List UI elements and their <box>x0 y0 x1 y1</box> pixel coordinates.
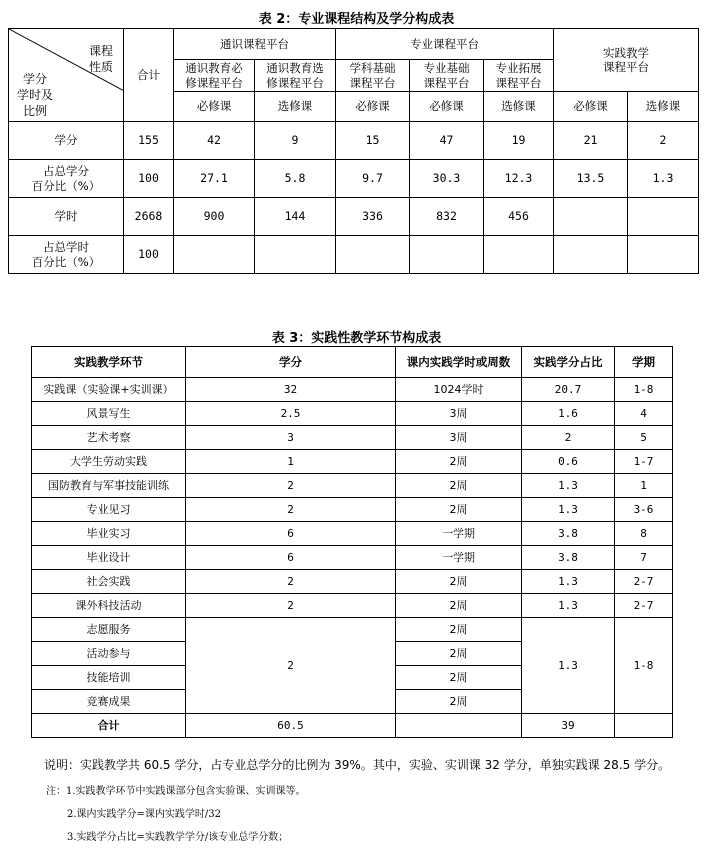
segment-name: 毕业设计 <box>32 546 186 570</box>
group-practice: 实践教学 课程平台 <box>554 29 699 92</box>
table-cell: 9.7 <box>336 160 410 198</box>
term-cell: 8 <box>615 522 673 546</box>
table-row <box>9 160 699 198</box>
corner-course-nature: 课程 性质 <box>88 44 113 74</box>
table2-title: 表 2：专业课程结构及学分构成表 <box>258 12 455 27</box>
table-row <box>32 426 673 450</box>
table-cell <box>628 236 699 274</box>
table-cell: 5.8 <box>255 160 336 198</box>
course-type: 必修课 <box>410 92 484 122</box>
hours-cell: 2周 <box>396 690 522 714</box>
table-cell <box>255 236 336 274</box>
ratio-cell: 20.7 <box>522 378 615 402</box>
hours-cell: 2周 <box>396 498 522 522</box>
total-row <box>32 714 673 738</box>
table-cell: 9 <box>255 122 336 160</box>
group-general: 通识课程平台 <box>174 29 336 60</box>
credits-cell: 2 <box>186 474 396 498</box>
header-hours: 课内实践学时或周数 <box>396 347 522 378</box>
table-cell: 2 <box>628 122 699 160</box>
table-cell <box>336 236 410 274</box>
credits-cell: 2 <box>186 570 396 594</box>
table-row <box>9 198 699 236</box>
table-cell: 19 <box>484 122 554 160</box>
hours-cell: 2周 <box>396 594 522 618</box>
segment-name: 社会实践 <box>32 570 186 594</box>
row-total: 2668 <box>124 198 174 236</box>
course-type: 选修课 <box>484 92 554 122</box>
table-row <box>32 474 673 498</box>
ratio-cell: 1.3 <box>522 474 615 498</box>
table-cell: 336 <box>336 198 410 236</box>
grouped-ratio-cell: 1.3 <box>522 618 615 714</box>
term-cell: 2-7 <box>615 594 673 618</box>
term-cell: 2-7 <box>615 570 673 594</box>
table3-title: 表 3：实践性教学环节构成表 <box>271 331 442 346</box>
credits-cell: 6 <box>186 546 396 570</box>
total-credits: 60.5 <box>186 714 396 738</box>
table-cell: 832 <box>410 198 484 236</box>
segment-name: 国防教育与军事技能训练 <box>32 474 186 498</box>
corner-metrics: 学分 学时及 比例 <box>17 72 54 118</box>
table-cell <box>410 236 484 274</box>
total-label: 合计 <box>32 714 186 738</box>
segment-name: 活动参与 <box>32 642 186 666</box>
hours-cell: 2周 <box>396 474 522 498</box>
ratio-cell: 1.6 <box>522 402 615 426</box>
table-cell: 27.1 <box>174 160 255 198</box>
segment-name: 专业见习 <box>32 498 186 522</box>
table-row <box>32 570 673 594</box>
table-cell: 15 <box>336 122 410 160</box>
header-ratio: 实践学分占比 <box>522 347 615 378</box>
ratio-cell: 3.8 <box>522 522 615 546</box>
platform-general-required: 通识教育必 修课程平台 <box>174 60 255 92</box>
course-type: 必修课 <box>174 92 255 122</box>
table-cell <box>554 236 628 274</box>
segment-name: 技能培训 <box>32 666 186 690</box>
credits-cell: 3 <box>186 426 396 450</box>
ratio-cell: 3.8 <box>522 546 615 570</box>
table-cell <box>554 198 628 236</box>
hours-cell: 2周 <box>396 618 522 642</box>
term-cell: 3-6 <box>615 498 673 522</box>
group-major: 专业课程平台 <box>336 29 554 60</box>
table-cell: 144 <box>255 198 336 236</box>
course-structure-table <box>8 28 699 274</box>
table-row <box>32 522 673 546</box>
segment-name: 大学生劳动实践 <box>32 450 186 474</box>
credits-cell: 32 <box>186 378 396 402</box>
course-type: 必修课 <box>336 92 410 122</box>
hours-cell: 2周 <box>396 666 522 690</box>
platform-major-basic: 专业基础 课程平台 <box>410 60 484 92</box>
grouped-term-cell: 1-8 <box>615 618 673 714</box>
table-cell <box>484 236 554 274</box>
segment-name: 艺术考察 <box>32 426 186 450</box>
table-cell <box>628 198 699 236</box>
term-cell: 1 <box>615 474 673 498</box>
course-type: 选修课 <box>628 92 699 122</box>
table-row <box>32 498 673 522</box>
table-row <box>32 546 673 570</box>
hours-cell: 2周 <box>396 450 522 474</box>
table-row <box>9 236 699 274</box>
total-term <box>615 714 673 738</box>
platform-general-elective: 通识教育选 修课程平台 <box>255 60 336 92</box>
header-term: 学期 <box>615 347 673 378</box>
table-row <box>32 618 673 642</box>
table-cell: 21 <box>554 122 628 160</box>
term-cell: 5 <box>615 426 673 450</box>
table-cell: 47 <box>410 122 484 160</box>
segment-name: 毕业实习 <box>32 522 186 546</box>
ratio-cell: 1.3 <box>522 570 615 594</box>
credits-cell: 1 <box>186 450 396 474</box>
row-label: 占总学时 百分比（%） <box>9 236 124 274</box>
credits-cell: 2.5 <box>186 402 396 426</box>
term-cell: 4 <box>615 402 673 426</box>
table-row <box>32 450 673 474</box>
table-cell: 456 <box>484 198 554 236</box>
table-cell <box>174 236 255 274</box>
table-row <box>9 122 699 160</box>
hours-cell: 一学期 <box>396 546 522 570</box>
table-row <box>32 594 673 618</box>
credits-cell: 2 <box>186 498 396 522</box>
platform-major-extension: 专业拓展 课程平台 <box>484 60 554 92</box>
header-corner-cell <box>9 29 124 122</box>
summary-note: 说明：实践教学共 60.5 学分，占专业总学分的比例为 39%。其中，实验、实训课 32 学分，单独实践课 28.5 学分。 <box>44 758 671 772</box>
term-cell: 1-8 <box>615 378 673 402</box>
row-label: 占总学分 百分比（%） <box>9 160 124 198</box>
ratio-cell: 1.3 <box>522 498 615 522</box>
footnote-1: 注：1.实践教学环节中实践课部分包含实验课、实训课等。 <box>46 786 306 797</box>
grouped-credits-cell: 2 <box>186 618 396 714</box>
hours-cell: 一学期 <box>396 522 522 546</box>
credits-cell: 2 <box>186 594 396 618</box>
row-label: 学分 <box>9 122 124 160</box>
total-ratio: 39 <box>522 714 615 738</box>
segment-name: 课外科技活动 <box>32 594 186 618</box>
header-credits: 学分 <box>186 347 396 378</box>
ratio-cell: 1.3 <box>522 594 615 618</box>
segment-name: 竞赛成果 <box>32 690 186 714</box>
table-cell: 900 <box>174 198 255 236</box>
total-hours <box>396 714 522 738</box>
header-segment: 实践教学环节 <box>32 347 186 378</box>
course-type: 必修课 <box>554 92 628 122</box>
segment-name: 风景写生 <box>32 402 186 426</box>
segment-name: 志愿服务 <box>32 618 186 642</box>
table-cell: 42 <box>174 122 255 160</box>
term-cell: 7 <box>615 546 673 570</box>
table-row <box>32 402 673 426</box>
footnote-3: 3.实践学分占比=实践教学学分/该专业总学分数； <box>67 832 289 843</box>
term-cell: 1-7 <box>615 450 673 474</box>
footnote-2: 2.课内实践学分=课内实践学时/32 <box>67 809 222 820</box>
course-type: 选修课 <box>255 92 336 122</box>
table-cell: 13.5 <box>554 160 628 198</box>
segment-name: 实践课（实验课+实训课） <box>32 378 186 402</box>
table-row <box>32 378 673 402</box>
hours-cell: 3周 <box>396 402 522 426</box>
table-cell: 1.3 <box>628 160 699 198</box>
practice-table <box>31 346 673 738</box>
table-cell: 12.3 <box>484 160 554 198</box>
hours-cell: 1024学时 <box>396 378 522 402</box>
row-total: 100 <box>124 160 174 198</box>
table-cell: 30.3 <box>410 160 484 198</box>
hours-cell: 3周 <box>396 426 522 450</box>
hours-cell: 2周 <box>396 570 522 594</box>
hours-cell: 2周 <box>396 642 522 666</box>
total-header: 合计 <box>124 29 174 122</box>
ratio-cell: 0.6 <box>522 450 615 474</box>
row-total: 100 <box>124 236 174 274</box>
platform-subject-basic: 学科基础 课程平台 <box>336 60 410 92</box>
row-total: 155 <box>124 122 174 160</box>
credits-cell: 6 <box>186 522 396 546</box>
ratio-cell: 2 <box>522 426 615 450</box>
row-label: 学时 <box>9 198 124 236</box>
